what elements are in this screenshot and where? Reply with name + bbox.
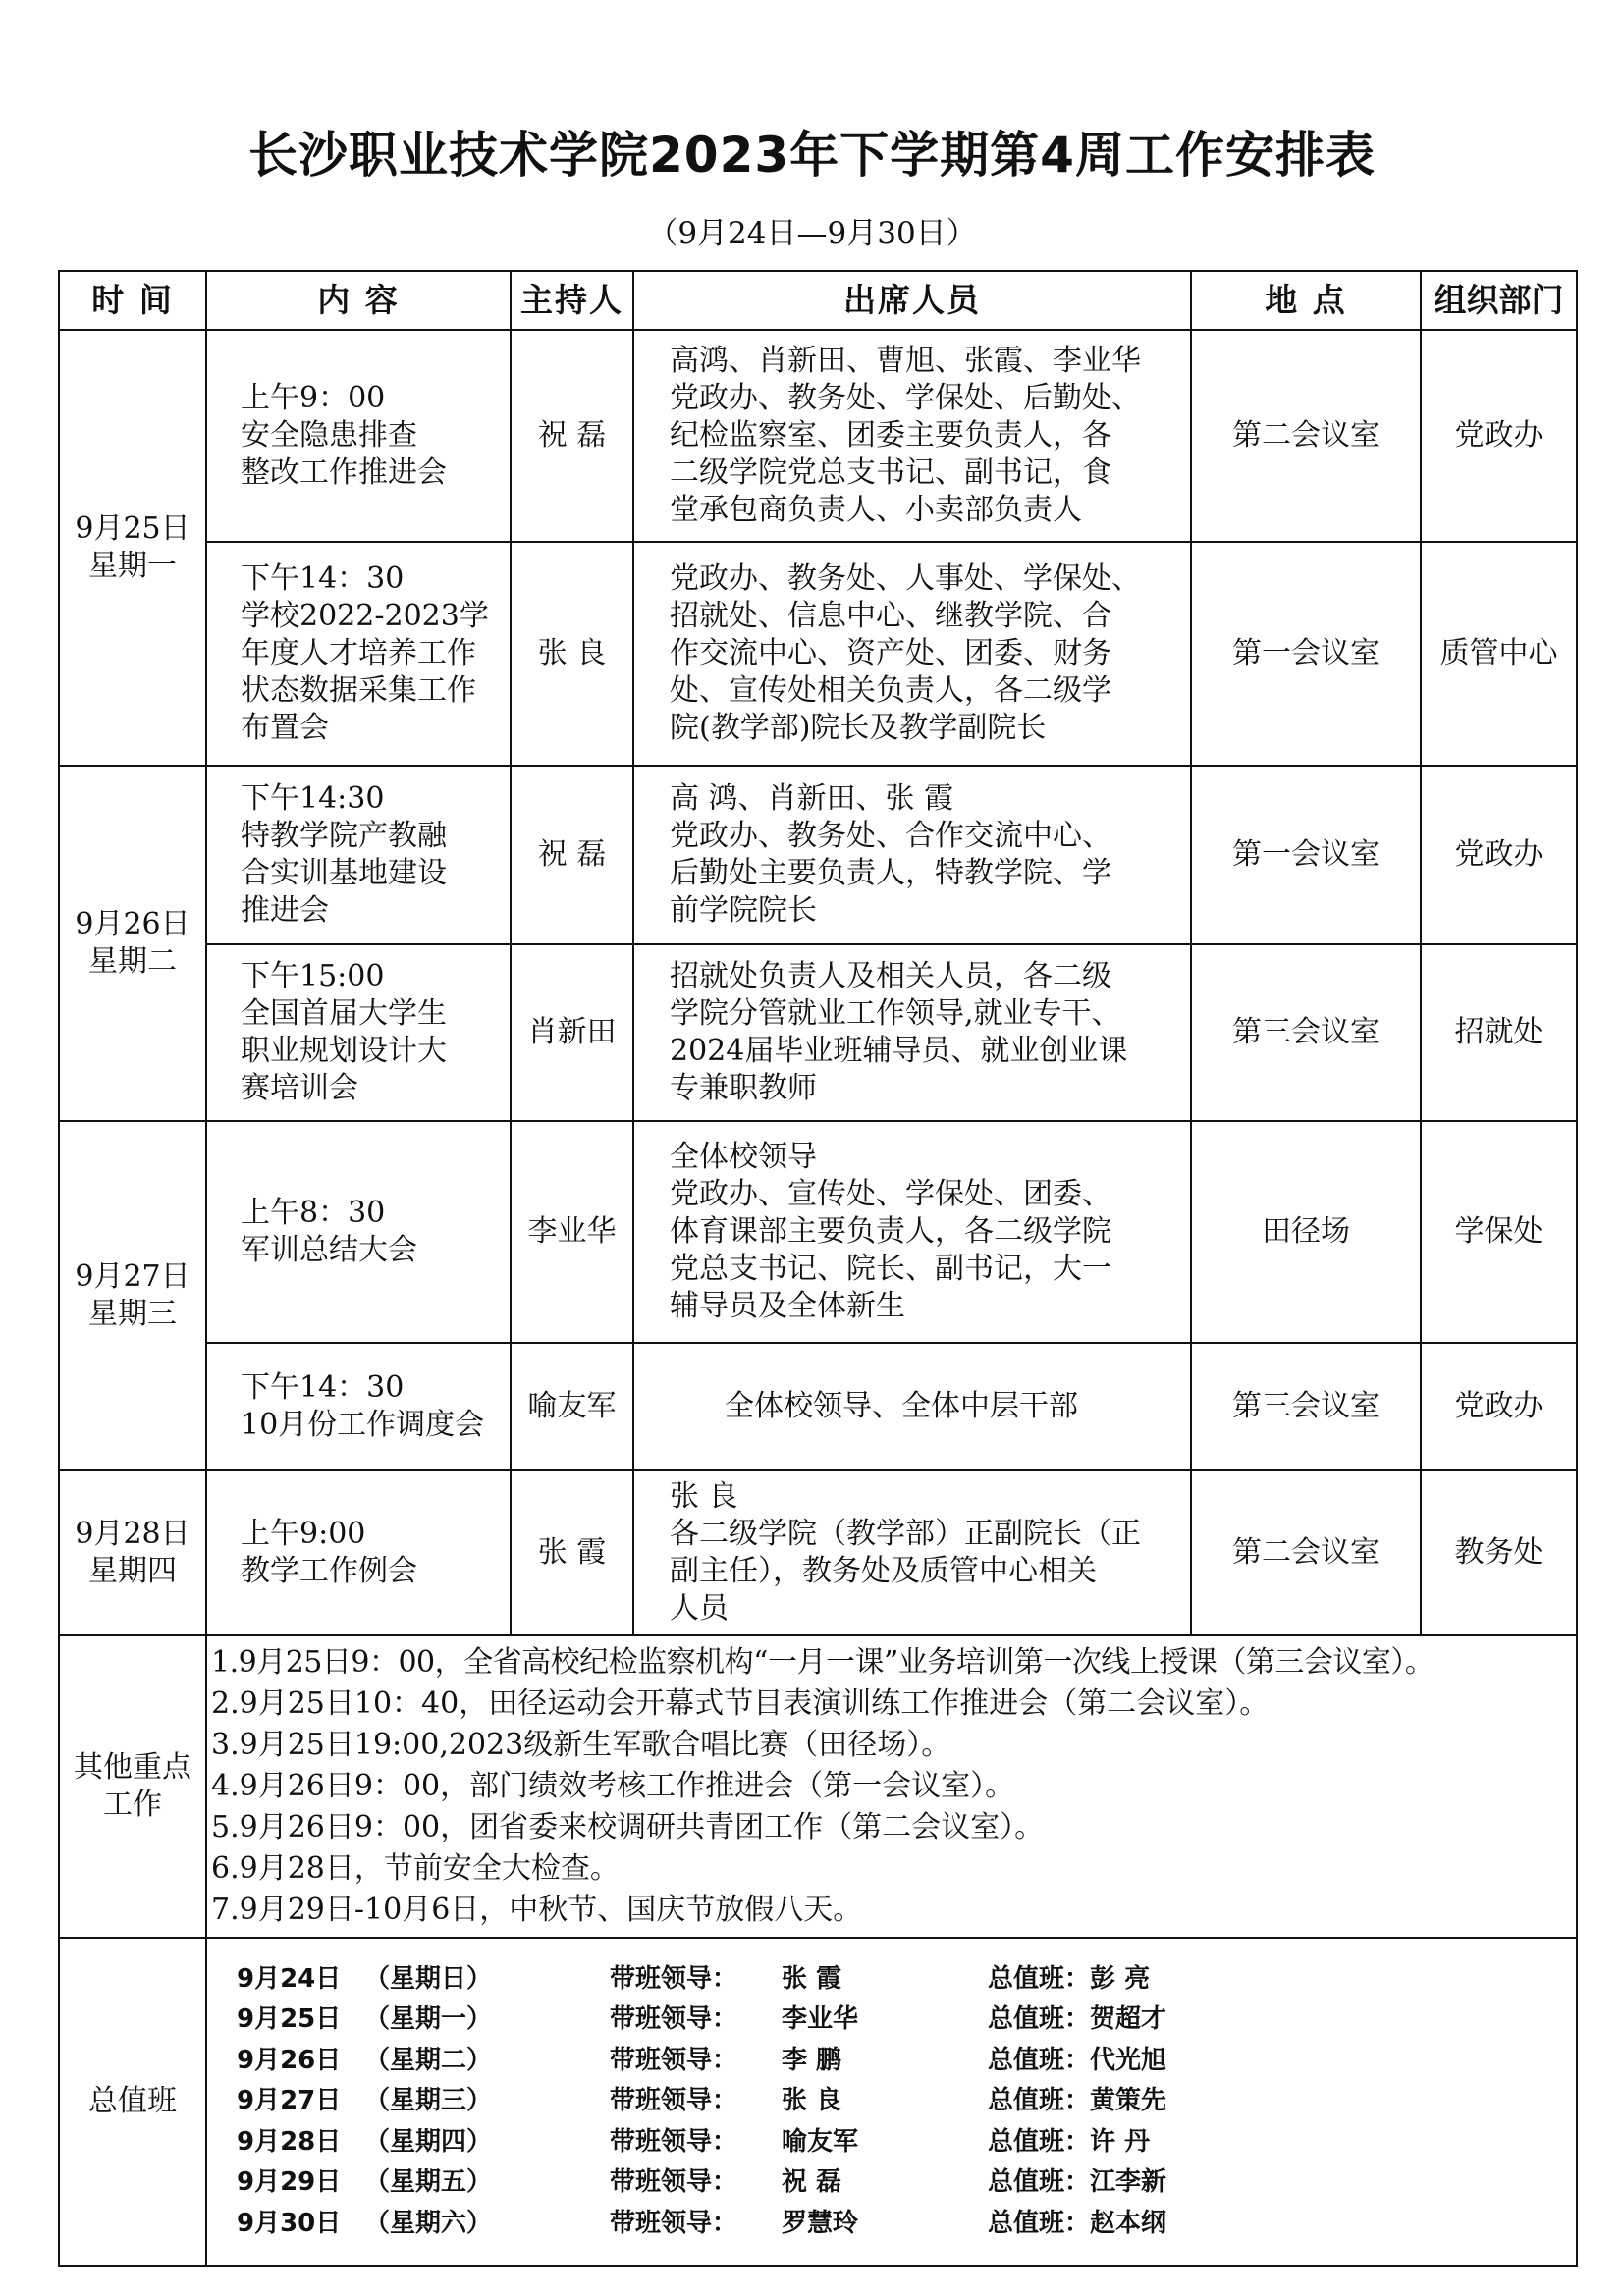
list-item: 1.9月25日9：00，全省高校纪检监察机构“一月一课”业务培训第一次线上授课（第三会议室）。	[211, 1645, 1435, 1680]
duty-person: 江李新	[1090, 2167, 1167, 2198]
item-title-line: 年度人才培养工作	[241, 636, 476, 670]
place-cell: 第二会议室	[1191, 330, 1421, 542]
attendees-line: 党总支书记、院长、副书记，大一	[670, 1252, 1111, 1286]
attendees-line: 招就处负责人及相关人员，各二级	[670, 959, 1111, 993]
duty-weekday: （星期五）	[364, 2167, 493, 2198]
attendees-line: 党政办、宣传处、学保处、团委、	[670, 1177, 1111, 1211]
attendees-line: 后勤处主要负责人，特教学院、学	[670, 856, 1111, 890]
dept-cell: 学保处	[1421, 1121, 1577, 1343]
attendees-line: 前学院院长	[670, 893, 817, 928]
header-dept: 组织部门	[1421, 271, 1577, 330]
day-weekday: 星期一	[88, 549, 177, 583]
item-time: 上午8：30	[241, 1196, 386, 1230]
attendees-line: 体育课部主要负责人，各二级学院	[670, 1214, 1111, 1249]
attendees-line: 党政办、教务处、人事处、学保处、	[670, 561, 1141, 596]
attendees-line: 纪检监察室、团委主要负责人，各	[670, 418, 1111, 453]
place-cell: 第一会议室	[1191, 542, 1421, 766]
content-cell	[206, 1343, 511, 1470]
list-item: 4.9月26日9：00，部门绩效考核工作推进会（第一会议室）。	[211, 1769, 1015, 1803]
item-title-line: 推进会	[241, 893, 329, 928]
duty-leader: 李业华	[782, 2004, 859, 2035]
duty-leader: 李 鹏	[782, 2045, 842, 2075]
duty-label-text: 总值班：	[988, 2045, 1091, 2075]
duty-leader: 祝 磊	[782, 2167, 842, 2198]
duty-date: 9月24日	[237, 1963, 342, 1994]
duty-label-text: 总值班：	[988, 2126, 1091, 2157]
item-title-line: 安全隐患排查	[241, 418, 417, 453]
lead-label: 带班领导：	[610, 2004, 738, 2035]
duty-date: 9月27日	[237, 2086, 342, 2116]
schedule-table	[58, 270, 1578, 2267]
attendees-line: 学院分管就业工作领导,就业专干、	[670, 996, 1121, 1031]
other-work-row	[59, 1635, 1577, 1938]
item-title-line: 整改工作推进会	[241, 455, 447, 490]
attendees-line: 院(教学部)院长及教学副院长	[670, 711, 1047, 745]
attendees-line: 辅导员及全体新生	[670, 1289, 905, 1323]
list-item	[207, 2041, 1576, 2082]
duty-date: 9月30日	[237, 2208, 342, 2238]
content-cell	[206, 1470, 511, 1635]
duty-person: 赵本纲	[1090, 2208, 1167, 2238]
lead-label: 带班领导：	[610, 2045, 738, 2075]
attendees-line: 党政办、教务处、学保处、后勤处、	[670, 381, 1141, 415]
header-row	[59, 271, 1577, 330]
list-item	[207, 2163, 1576, 2204]
page-title: 长沙职业技术学院2023年下学期第4周工作安排表	[248, 127, 1376, 184]
duty-leader: 喻友军	[782, 2126, 859, 2157]
attendees-line: 各二级学院（教学部）正副院长（正	[670, 1517, 1141, 1551]
item-title-line: 军训总结大会	[241, 1233, 417, 1267]
item-time: 上午9:00	[241, 1517, 366, 1551]
item-title-line: 特教学院产教融	[241, 819, 447, 853]
table-row	[59, 1343, 1577, 1470]
host-cell: 祝 磊	[511, 766, 633, 944]
content-cell	[206, 330, 511, 542]
list-item	[207, 2000, 1576, 2041]
list-item: 3.9月25日19:00,2023级新生军歌合唱比赛（田径场）。	[211, 1728, 951, 1762]
attendees-cell	[633, 766, 1191, 944]
attendees-line: 堂承包商负责人、小卖部负责人	[670, 493, 1082, 527]
table-row	[59, 1121, 1577, 1343]
host-cell: 李业华	[511, 1121, 633, 1343]
host-cell: 张 霞	[511, 1470, 633, 1635]
day-cell	[59, 766, 206, 1121]
dept-cell: 党政办	[1421, 1343, 1577, 1470]
table-row	[59, 766, 1577, 944]
duty-leader: 罗慧玲	[782, 2208, 859, 2238]
day-weekday: 星期四	[88, 1554, 177, 1588]
list-item: 6.9月28日，节前安全大检查。	[211, 1851, 620, 1886]
attendees-cell	[633, 944, 1191, 1121]
duty-weekday: （星期二）	[364, 2045, 493, 2075]
lead-label: 带班领导：	[610, 2126, 738, 2157]
other-work-list	[206, 1635, 1577, 1938]
attendees-cell	[633, 1121, 1191, 1343]
content-cell	[206, 766, 511, 944]
host-cell: 张 良	[511, 542, 633, 766]
place-cell: 第二会议室	[1191, 1470, 1421, 1635]
item-time: 下午14：30	[241, 561, 405, 596]
attendees-cell	[633, 1470, 1191, 1635]
duty-label-text: 总值班：	[988, 2208, 1091, 2238]
duty-person: 许 丹	[1090, 2126, 1151, 2157]
place-cell: 第三会议室	[1191, 944, 1421, 1121]
item-title-line: 状态数据采集工作	[241, 673, 476, 708]
item-title-line: 学校2022-2023学	[241, 599, 489, 633]
place-cell: 第一会议室	[1191, 766, 1421, 944]
attendees-line: 副主任），教务处及质管中心相关	[670, 1554, 1097, 1588]
other-work-label-line: 其他重点	[74, 1750, 191, 1785]
duty-date: 9月28日	[237, 2126, 342, 2157]
duty-person: 贺超才	[1090, 2004, 1167, 2035]
item-time: 下午15:00	[241, 959, 385, 993]
attendees-line: 全体校领导	[670, 1140, 817, 1174]
item-title-line: 布置会	[241, 711, 329, 745]
lead-label: 带班领导：	[610, 2208, 738, 2238]
header-content: 内 容	[206, 271, 511, 330]
list-item: 7.9月29日-10月6日，中秋节、国庆节放假八天。	[211, 1893, 863, 1927]
table-row	[59, 330, 1577, 542]
attendees-line: 全体校领导、全体中层干部	[725, 1389, 1078, 1423]
duty-weekday: （星期日）	[364, 1963, 493, 1994]
attendees-line: 处、宣传处相关负责人，各二级学	[670, 673, 1111, 708]
attendees-line: 2024届毕业班辅导员、就业创业课	[670, 1034, 1128, 1068]
header-host: 主持人	[511, 271, 633, 330]
attendees-cell	[633, 330, 1191, 542]
header-attendees: 出席人员	[633, 271, 1191, 330]
duty-person: 代光旭	[1090, 2045, 1167, 2075]
day-date: 9月26日	[75, 907, 190, 941]
duty-leader: 张 霞	[782, 1963, 842, 1994]
day-cell	[59, 330, 206, 766]
attendees-line: 党政办、教务处、合作交流中心、	[670, 819, 1111, 853]
dept-cell: 教务处	[1421, 1470, 1577, 1635]
attendees-cell	[633, 542, 1191, 766]
day-date: 9月28日	[75, 1517, 190, 1551]
item-title-line: 全国首届大学生	[241, 996, 447, 1031]
table-row	[59, 944, 1577, 1121]
dept-cell: 质管中心	[1421, 542, 1577, 766]
dept-cell: 党政办	[1421, 330, 1577, 542]
lead-label: 带班领导：	[610, 2167, 738, 2198]
table-row	[59, 542, 1577, 766]
table-row	[59, 1470, 1577, 1635]
list-item: 5.9月26日9：00，团省委来校调研共青团工作（第二会议室）。	[211, 1810, 1045, 1844]
duty-label: 总值班	[59, 1938, 206, 2266]
item-title-line: 10月份工作调度会	[241, 1408, 485, 1442]
duty-leader: 张 良	[782, 2086, 842, 2116]
attendees-line: 张 良	[670, 1479, 738, 1514]
lead-label: 带班领导：	[610, 1963, 738, 1994]
duty-weekday: （星期一）	[364, 2004, 493, 2035]
other-work-label-line: 工作	[103, 1788, 162, 1822]
item-time: 下午14：30	[241, 1370, 405, 1405]
content-cell	[206, 542, 511, 766]
content-cell	[206, 1121, 511, 1343]
day-date: 9月25日	[75, 511, 190, 546]
place-cell: 田径场	[1191, 1121, 1421, 1343]
duty-label-text: 总值班：	[988, 2004, 1091, 2035]
day-cell	[59, 1121, 206, 1470]
item-title-line: 赛培训会	[241, 1071, 358, 1105]
host-cell: 肖新田	[511, 944, 633, 1121]
host-cell: 喻友军	[511, 1343, 633, 1470]
duty-date: 9月29日	[237, 2167, 342, 2198]
attendees-line: 人员	[670, 1591, 729, 1626]
list-item: 2.9月25日10：40，田径运动会开幕式节目表演训练工作推进会（第二会议室）。	[211, 1686, 1270, 1721]
day-cell	[59, 1470, 206, 1635]
day-weekday: 星期二	[88, 944, 177, 979]
attendees-line: 专兼职教师	[670, 1071, 817, 1105]
host-cell: 祝 磊	[511, 330, 633, 542]
item-title-line: 教学工作例会	[241, 1554, 417, 1588]
attendees-line: 招就处、信息中心、继教学院、合	[670, 599, 1111, 633]
duty-label-text: 总值班：	[988, 2086, 1091, 2116]
attendees-line: 作交流中心、资产处、团委、财务	[670, 636, 1111, 670]
list-item	[207, 1959, 1576, 2001]
duty-date: 9月26日	[237, 2045, 342, 2075]
header-place: 地 点	[1191, 271, 1421, 330]
item-title-line: 职业规划设计大	[241, 1034, 447, 1068]
attendees-line: 二级学院党总支书记、副书记，食	[670, 455, 1111, 490]
place-cell: 第三会议室	[1191, 1343, 1421, 1470]
item-time: 上午9：00	[241, 381, 386, 415]
attendees-cell	[633, 1343, 1191, 1470]
duty-weekday: （星期四）	[364, 2126, 493, 2157]
duty-list	[206, 1938, 1577, 2266]
list-item	[207, 2204, 1576, 2245]
dept-cell: 招就处	[1421, 944, 1577, 1121]
attendees-line: 高 鸿、肖新田、张 霞	[670, 781, 954, 816]
duty-weekday: （星期三）	[364, 2086, 493, 2116]
list-item	[207, 2081, 1576, 2122]
other-work-label	[59, 1635, 206, 1938]
day-date: 9月27日	[75, 1259, 190, 1294]
day-weekday: 星期三	[88, 1297, 177, 1331]
duty-label-text: 总值班：	[988, 2167, 1091, 2198]
item-time: 下午14:30	[241, 781, 385, 816]
duty-weekday: （星期六）	[364, 2208, 493, 2238]
duty-row-block	[59, 1938, 1577, 2266]
content-cell	[206, 944, 511, 1121]
dept-cell: 党政办	[1421, 766, 1577, 944]
lead-label: 带班领导：	[610, 2086, 738, 2116]
duty-label-text: 总值班：	[988, 1963, 1091, 1994]
duty-person: 黄策先	[1090, 2086, 1167, 2116]
duty-person: 彭 亮	[1090, 1963, 1151, 1994]
page-subtitle: （9月24日—9月30日）	[647, 216, 977, 251]
header-time: 时 间	[59, 271, 206, 330]
attendees-line: 高鸿、肖新田、曹旭、张霞、李业华	[670, 344, 1141, 378]
list-item	[207, 2122, 1576, 2163]
duty-date: 9月25日	[237, 2004, 342, 2035]
item-title-line: 合实训基地建设	[241, 856, 447, 890]
